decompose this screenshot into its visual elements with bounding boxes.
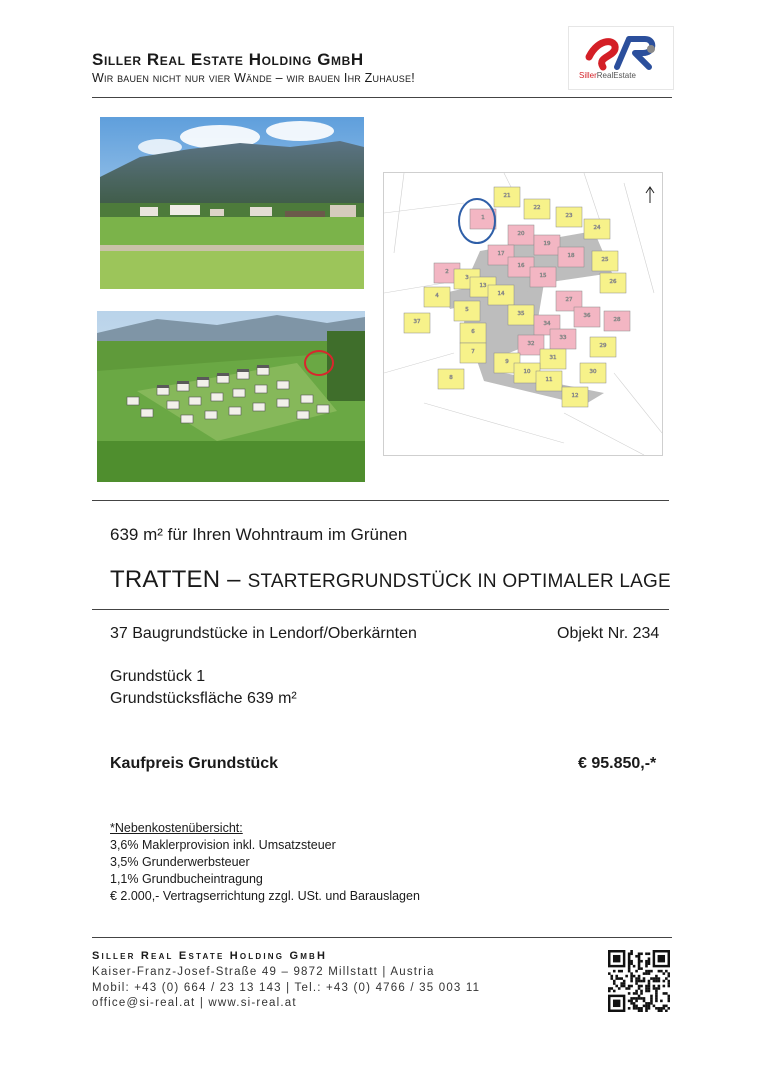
subtitle: 639 m² für Ihren Wohntraum im Grünen <box>110 525 408 544</box>
plot-number-label: 18 <box>567 253 575 259</box>
qr-code <box>608 950 670 1012</box>
plot-number-label: 35 <box>517 311 525 317</box>
footer-contact: office@si-real.at | www.si-real.at <box>92 997 297 1009</box>
plot-number-label: 15 <box>539 273 547 279</box>
price-label: Kaufpreis Grundstück <box>110 755 279 772</box>
plot-number-label: 13 <box>479 283 487 289</box>
cost-item: 3,6% Maklerprovision inkl. Umsatzsteuer <box>110 838 336 852</box>
additional-costs <box>110 820 420 905</box>
plot-number-label: 1 <box>481 215 485 221</box>
plot-number-label: 22 <box>533 205 541 211</box>
plot-number-label: 36 <box>583 313 591 319</box>
plot-number-label: 11 <box>545 377 553 383</box>
plot-number-label: 24 <box>593 225 601 231</box>
plot-number: Grundstück 1 <box>110 668 206 685</box>
site-plan-drawing <box>384 173 662 455</box>
plot-number-label: 2 <box>445 269 449 275</box>
plot-number-label: 16 <box>517 263 525 269</box>
cost-item: € 2.000,- Vertragserrichtung zzgl. USt. und Barauslagen <box>110 889 420 903</box>
company-logo <box>568 26 674 90</box>
price-value: € 95.850,-* <box>578 755 657 772</box>
footer-address: Kaiser-Franz-Josef-Straße 49 – 9872 Millstatt | Austria <box>92 966 435 978</box>
plot-number-label: 8 <box>449 375 453 381</box>
footer-company: Siller Real Estate Holding GmbH <box>92 950 328 962</box>
plot-number-label: 29 <box>599 343 607 349</box>
plot-number-label: 31 <box>549 355 557 361</box>
photo-rendering <box>97 311 365 482</box>
plot-number-label: 19 <box>543 241 551 247</box>
slogan: Wir bauen nicht nur vier Wände – wir bauen Ihr Zuhause! <box>92 71 415 85</box>
plot-number-label: 14 <box>497 291 505 297</box>
qr-code-image <box>608 950 670 1012</box>
plot-number-label: 12 <box>571 393 579 399</box>
plot-number-label: 9 <box>505 359 509 365</box>
plot-number-label: 27 <box>565 297 573 303</box>
section-divider-bottom <box>92 609 669 610</box>
plot-number-label: 4 <box>435 293 439 299</box>
footer-divider <box>92 937 672 938</box>
plot-number-label: 21 <box>503 193 511 199</box>
header-divider <box>92 97 672 98</box>
photo-landscape <box>100 117 364 289</box>
plot-number-label: 34 <box>543 321 551 327</box>
plot-number-label: 17 <box>497 251 505 257</box>
plot-number-label: 20 <box>517 231 525 237</box>
costs-heading: *Nebenkostenübersicht: <box>110 821 243 835</box>
site-plan <box>383 172 663 456</box>
north-arrow-icon <box>646 187 654 203</box>
footer-phones: Mobil: +43 (0) 664 / 23 13 143 | Tel.: +43 (0) 4766 / 35 003 11 <box>92 982 481 994</box>
section-divider-top <box>92 500 669 501</box>
company-name: Siller Real Estate Holding GmbH <box>92 50 364 69</box>
plot-number-label: 30 <box>589 369 597 375</box>
plot-number-label: 6 <box>471 329 475 335</box>
plot-number-label: 32 <box>527 341 535 347</box>
object-number: Objekt Nr. 234 <box>557 625 660 642</box>
plot-number-label: 28 <box>613 317 621 323</box>
cost-item: 3,5% Grunderwerbsteuer <box>110 855 250 869</box>
plot-number-label: 10 <box>523 369 531 375</box>
plot-number-label: 33 <box>559 335 567 341</box>
plot-number-label: 37 <box>413 319 421 325</box>
plot-number-label: 26 <box>609 279 617 285</box>
plot-number-label: 5 <box>465 307 469 313</box>
plot-number-label: 23 <box>565 213 573 219</box>
plot-count: 37 Baugrundstücke in Lendorf/Oberkärnten <box>110 625 417 642</box>
plot-number-label: 3 <box>465 275 469 281</box>
cost-item: 1,1% Grundbucheintragung <box>110 872 263 886</box>
page-title: TRATTEN – STARTERGRUNDSTÜCK IN OPTIMALER LAGE <box>110 566 671 593</box>
plot-number-label: 25 <box>601 257 609 263</box>
logo-wordmark: SillerRealEstate <box>579 71 636 80</box>
plot-number-label: 7 <box>471 349 475 355</box>
plot-area: Grundstücksfläche 639 m² <box>110 690 297 707</box>
